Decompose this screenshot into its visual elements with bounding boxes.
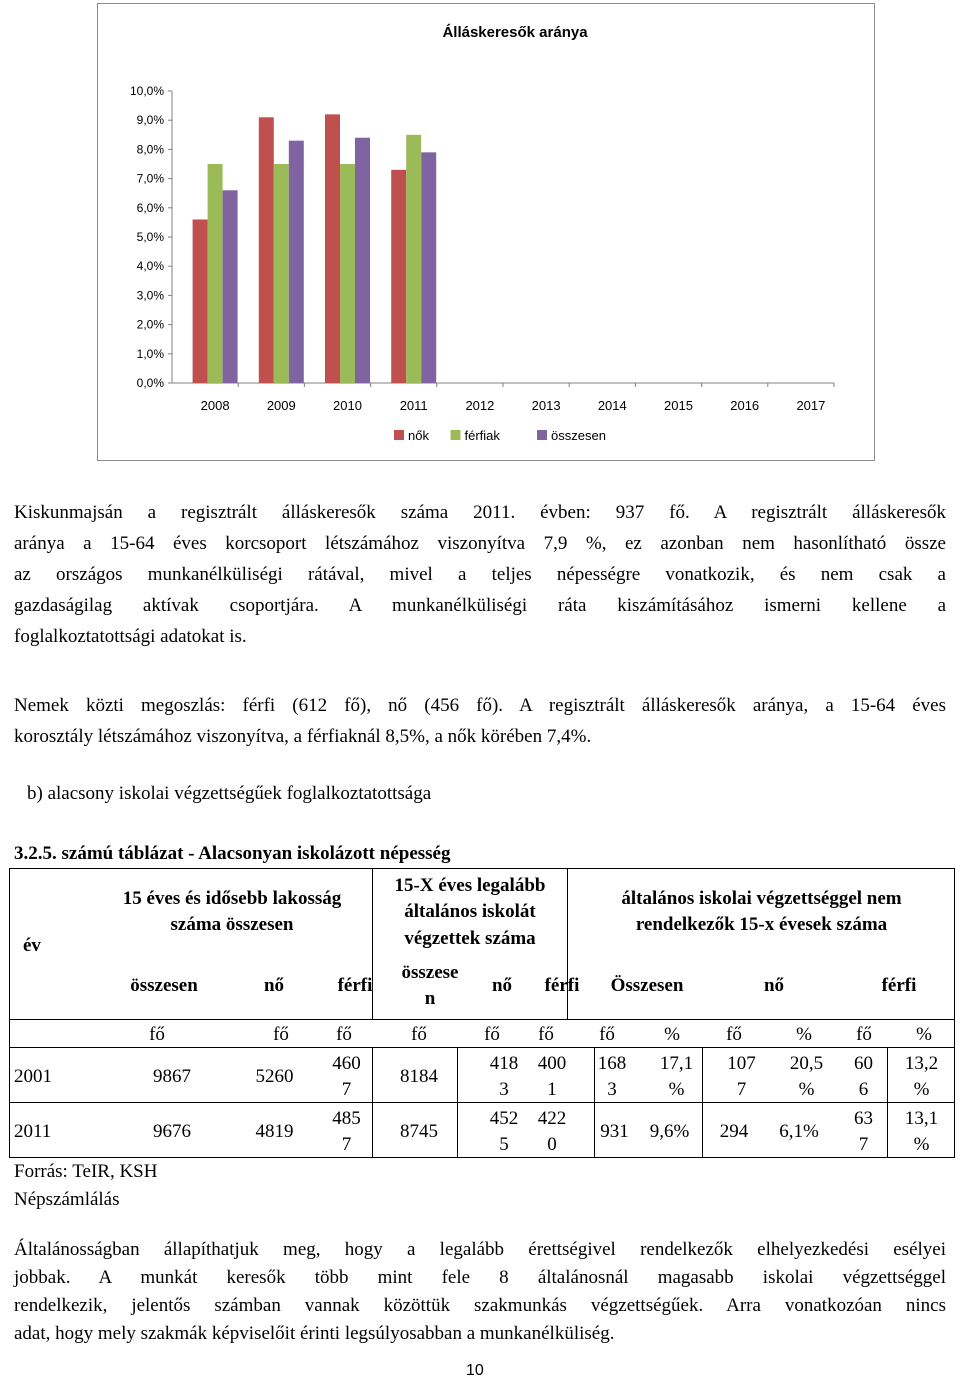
legend-swatch xyxy=(451,430,461,440)
unit-cell: % xyxy=(796,1024,812,1045)
y-tick-label: 10,0% xyxy=(129,84,164,98)
unit-cell: fő xyxy=(411,1024,427,1045)
bar-összesen xyxy=(355,138,370,383)
table-cell: 7 xyxy=(341,1134,352,1155)
bar-összesen xyxy=(421,152,436,383)
unit-cell: fő xyxy=(726,1024,742,1045)
y-tick-label: 9,0% xyxy=(136,113,164,128)
subheader: összesen xyxy=(130,975,198,996)
chart-title: Álláskeresők aránya xyxy=(442,24,588,41)
unit-cell: fő xyxy=(336,1024,352,1045)
subheader: Összesen xyxy=(610,975,684,996)
source-line: Forrás: TeIR, KSH xyxy=(14,1161,158,1182)
paragraph-line: foglalkoztatottsági adatokat is. xyxy=(14,626,247,647)
y-tick-label: 1,0% xyxy=(136,346,164,361)
y-tick-label: 2,0% xyxy=(136,317,164,332)
table-cell: % xyxy=(913,1134,930,1155)
table-cell: % xyxy=(668,1079,685,1100)
table-cell: 20,5 xyxy=(789,1053,824,1074)
table-cell: 294 xyxy=(719,1121,749,1142)
table-cell: 7 xyxy=(341,1079,352,1100)
unemployment-rate-chart xyxy=(97,3,875,461)
table-rule xyxy=(9,868,955,869)
subheader: férfi xyxy=(337,975,373,996)
unit-cell: fő xyxy=(149,1024,165,1045)
table-cell: 1 xyxy=(547,1079,557,1100)
table-cell: 9,6% xyxy=(649,1121,690,1142)
bar-összesen xyxy=(289,141,304,383)
paragraph-line: jobbak. A munkát keresők több mint fele 8 általánosnál magasabb iskolai végzettséggel xyxy=(14,1267,946,1288)
header-no-primary: rendelkezők 15-x évesek száma xyxy=(635,914,888,935)
page-number: 10 xyxy=(466,1362,484,1379)
table-cell: 3 xyxy=(607,1079,617,1100)
unit-cell: fő xyxy=(538,1024,554,1045)
unit-cell: fő xyxy=(273,1024,289,1045)
header-primary-school: általános iskolát xyxy=(404,901,536,922)
table-cell: 460 xyxy=(332,1053,361,1074)
subheader: összese xyxy=(401,962,459,983)
legend-label: férfiak xyxy=(464,428,500,443)
subheader: nő xyxy=(491,975,513,996)
header-population: 15 éves és idősebb lakosság xyxy=(122,888,342,909)
table-cell: 485 xyxy=(332,1108,361,1129)
table-cell: 168 xyxy=(597,1053,627,1074)
x-tick-label: 2016 xyxy=(730,398,760,413)
y-tick-label: 4,0% xyxy=(136,259,164,274)
subheader: nő xyxy=(763,975,785,996)
table-rule xyxy=(9,1019,955,1020)
table-cell: 8745 xyxy=(400,1121,438,1142)
table-cell: 931 xyxy=(600,1121,629,1142)
paragraph-line: rendelkezik, jelentős számban vannak közöttük szakmunkás végzettségűek. Arra vonatkozóan nincs xyxy=(14,1295,946,1316)
table-row-year: 2011 xyxy=(14,1121,52,1142)
table-cell: 9676 xyxy=(153,1121,191,1142)
x-tick-label: 2010 xyxy=(333,398,362,413)
chart-canvas xyxy=(98,4,874,460)
y-tick-label: 7,0% xyxy=(136,171,164,186)
subheader: férfi xyxy=(544,975,580,996)
bar-nők xyxy=(193,219,208,383)
table-cell: 5260 xyxy=(255,1066,294,1087)
conclusion-paragraph xyxy=(14,1236,946,1348)
table-cell: 63 xyxy=(854,1108,873,1129)
header-primary-school: végzettek száma xyxy=(404,928,536,949)
bar-nők xyxy=(325,114,340,383)
subheader: férfi xyxy=(881,975,917,996)
gender-paragraph xyxy=(14,690,946,752)
table-cell: 17,1 xyxy=(659,1053,694,1074)
paragraph-line: Nemek közti megoszlás: férfi (612 fő), nő (456 fő). A regisztrált álláskeresők aránya, a 15-64 éves xyxy=(14,695,946,716)
table-cell: 7 xyxy=(858,1134,869,1155)
header-no-primary: általános iskolai végzettséggel nem xyxy=(621,888,902,909)
table-cell: 8184 xyxy=(400,1066,438,1087)
table-cell: 452 xyxy=(489,1108,519,1129)
x-tick-label: 2015 xyxy=(664,398,693,413)
table-rule xyxy=(887,1047,888,1158)
paragraph-line: Kiskunmajsán a regisztrált álláskeresők száma 2011. évben: 937 fő. A regisztrált álláskeresők xyxy=(14,502,946,523)
bar-férfiak xyxy=(208,164,223,383)
header-primary-school: 15-X éves legalább xyxy=(394,875,546,896)
paragraph-line: Általánosságban állapíthatjuk meg, hogy a legalább érettségivel rendelkezők elhelyezkedési esélyei xyxy=(14,1239,946,1260)
table-rule xyxy=(9,868,10,1158)
bar-férfiak xyxy=(406,135,421,383)
table-cell: 3 xyxy=(499,1079,509,1100)
source-note xyxy=(14,1158,157,1214)
unit-cell: fő xyxy=(484,1024,500,1045)
y-tick-label: 6,0% xyxy=(136,200,164,215)
bar-férfiak xyxy=(274,164,289,383)
intro-paragraph xyxy=(14,497,946,652)
bar-férfiak xyxy=(340,164,355,383)
table-rule xyxy=(954,868,955,1158)
y-tick-label: 3,0% xyxy=(136,288,164,303)
table-cell: 5 xyxy=(499,1134,509,1155)
x-tick-label: 2017 xyxy=(796,398,826,413)
unit-cell: % xyxy=(664,1024,680,1045)
paragraph-line: korosztály létszámához viszonyítva, a férfiaknál 8,5%, a nők körében 7,4%. xyxy=(14,726,592,747)
table-cell: 4819 xyxy=(255,1121,294,1142)
bar-összesen xyxy=(223,190,238,383)
subheader: n xyxy=(424,988,436,1009)
table-cell: 6,1% xyxy=(779,1121,819,1142)
paragraph-line: aránya a 15-64 éves korcsoport létszámához viszonyítva 7,9 %, ez azonban nem hasonlítható össze xyxy=(14,533,946,554)
table-cell: 9867 xyxy=(153,1066,191,1087)
header-population: száma összesen xyxy=(170,914,294,935)
bar-nők xyxy=(391,170,406,383)
table-caption: 3.2.5. számú táblázat - Alacsonyan iskolázott népesség xyxy=(14,843,451,864)
paragraph-line: az országos munkanélküliségi rátával, mivel a teljes népességre vonatkozik, és nem csak a xyxy=(14,564,946,585)
paragraph-line: gazdaságilag aktívak csoportjára. A munkanélküliségi ráta kiszámításához ismerni kellene a xyxy=(14,595,946,616)
legend-swatch xyxy=(394,430,404,440)
subheader: nő xyxy=(263,975,285,996)
legend-swatch xyxy=(537,430,547,440)
table-cell: 400 xyxy=(537,1053,567,1074)
bar-nők xyxy=(259,117,274,383)
table-cell: 7 xyxy=(736,1079,747,1100)
table-cell: 13,1 xyxy=(904,1108,939,1129)
y-tick-label: 8,0% xyxy=(136,142,164,157)
unit-cell: fő xyxy=(856,1024,872,1045)
table-cell: 0 xyxy=(547,1134,557,1155)
table-rule xyxy=(457,1047,458,1158)
table-cell: 13,2 xyxy=(904,1053,939,1074)
x-tick-label: 2014 xyxy=(597,398,627,413)
y-tick-label: 0,0% xyxy=(136,376,164,390)
table-cell: 422 xyxy=(537,1108,567,1129)
x-tick-label: 2013 xyxy=(531,398,561,413)
year-header: év xyxy=(23,935,41,956)
x-tick-label: 2011 xyxy=(399,398,428,413)
table-cell: 60 xyxy=(854,1053,873,1074)
unit-cell: % xyxy=(916,1024,932,1045)
table-cell: % xyxy=(913,1079,930,1100)
x-tick-label: 2012 xyxy=(465,398,495,413)
table-cell: % xyxy=(798,1079,815,1100)
low-education-table xyxy=(9,868,955,1160)
x-tick-label: 2009 xyxy=(266,398,296,413)
unit-cell: fő xyxy=(599,1024,615,1045)
legend-label: nők xyxy=(408,428,429,443)
x-tick-label: 2008 xyxy=(200,398,230,413)
section-heading: b) alacsony iskolai végzettségűek foglalkoztatottsága xyxy=(27,783,432,804)
table-rule xyxy=(372,1047,373,1158)
legend-label: összesen xyxy=(551,428,606,443)
table-cell: 6 xyxy=(858,1079,869,1100)
paragraph-line: adat, hogy mely szakmák képviselőit érinti legsúlyosabban a munkanélküliség. xyxy=(14,1323,615,1344)
y-tick-label: 5,0% xyxy=(136,230,164,244)
table-cell: 418 xyxy=(489,1053,519,1074)
table-cell: 107 xyxy=(727,1053,756,1074)
source-line: Népszámlálás xyxy=(14,1189,120,1210)
table-row-year: 2001 xyxy=(14,1066,52,1087)
